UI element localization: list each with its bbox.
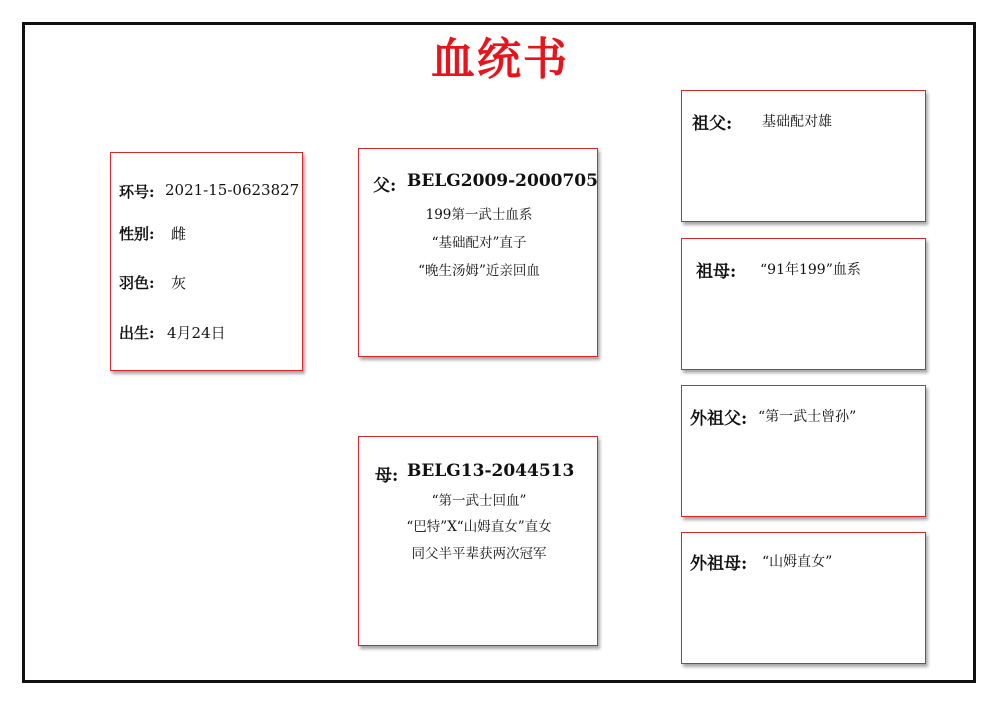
maternal-grandmother-label: 外祖母: <box>690 554 748 574</box>
pigeon-info-box <box>110 152 303 371</box>
grandfather-value: 基础配对雄 <box>762 114 832 130</box>
ring-label: 环号: <box>119 183 155 201</box>
father-ring: BELG2009-2000705 <box>407 171 598 191</box>
birth-label: 出生: <box>119 324 155 342</box>
maternal-grandfather-label: 外祖父: <box>690 409 748 429</box>
grandfather-label: 祖父: <box>692 114 733 134</box>
sex-value: 雌 <box>171 225 187 243</box>
maternal-grandfather-box <box>681 385 926 517</box>
maternal-grandmother-value: “山姆直女” <box>762 554 833 570</box>
ring-value: 2021-15-0623827 <box>165 181 300 199</box>
maternal-grandfather-value: “第一武士曾孙” <box>758 409 857 425</box>
mother-line-1: “第一武士回血” <box>431 493 527 509</box>
grandmother-value: “91年199”血系 <box>760 262 861 278</box>
color-label: 羽色: <box>119 274 155 292</box>
maternal-grandmother-box <box>681 532 926 664</box>
father-line-1: 199第一武士血系 <box>425 207 533 223</box>
grandfather-box <box>681 90 926 222</box>
mother-box <box>358 436 598 646</box>
father-label: 父: <box>373 176 397 196</box>
sex-label: 性别: <box>119 225 155 243</box>
color-value: 灰 <box>171 274 187 292</box>
mother-line-3: 同父半平辈获两次冠军 <box>411 546 547 562</box>
father-box <box>358 148 598 357</box>
document-title: 血统书 <box>431 34 569 85</box>
mother-ring: BELG13-2044513 <box>407 461 575 481</box>
father-line-2: “基础配对”直子 <box>431 235 527 251</box>
mother-label: 母: <box>375 466 399 486</box>
birth-value: 4月24日 <box>167 324 226 342</box>
grandmother-label: 祖母: <box>696 262 737 282</box>
mother-line-2: “巴特”X“山姆直女”直女 <box>406 519 552 535</box>
father-line-3: “晚生汤姆”近亲回血 <box>418 263 540 279</box>
grandmother-box <box>681 238 926 370</box>
